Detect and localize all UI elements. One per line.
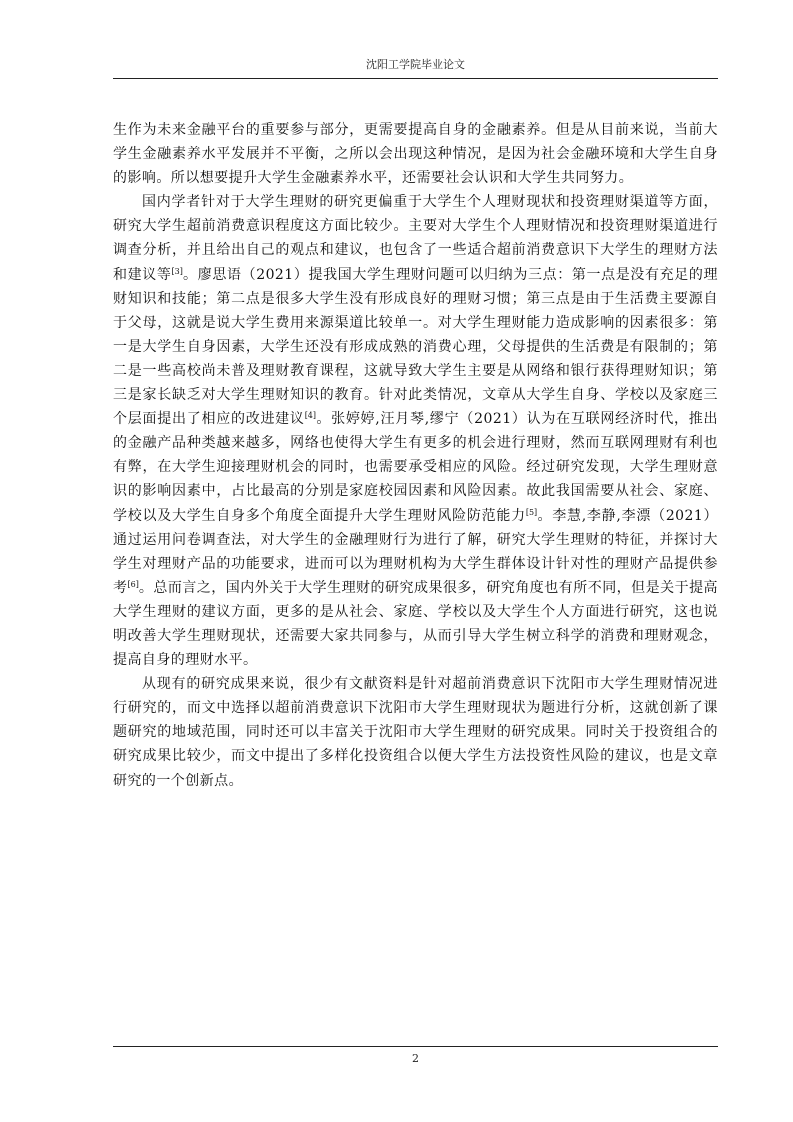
- header-divider: [113, 78, 718, 79]
- paragraph-segment: 。廖思语（2021）提我国大学生理财问题可以归纳为三点：第一点是没有充足的理财知识和技能；第二点是很多大学生没有形成良好的理财习惯；第三点是由于生活费主要源自于父母，这就是说大学生费用来源渠道比较单一。对大学生理财能力造成影响的因素很多：第一是大学生自身因素，大学生还没有形成成熟的消费心理，父母提供的生活费是有限制的；第二是一些高校尚未普及理财教育课程，这就导致大学生主要是从网络和银行获得理财知识；第三是家长缺乏对大学生理财知识的教育。针对此类情况，文章从大学生自身、学校以及家庭三个层面提出了相应的改进建议: [113, 266, 718, 428]
- paragraph-innovation: 从现有的研究成果来说，很少有文献资料是针对超前消费意识下沈阳市大学生理财情况进行研究的，而文中选择以超前消费意识下沈阳市大学生理财现状为题进行分析，这就创新了课题研究的地域范围，同时还可以丰富关于沈阳市大学生理财的研究成果。同时关于投资组合的研究成果比较少，而文中提出了多样化投资组合以便大学生方法投资性风险的建议，也是文章研究的一个创新点。: [113, 676, 718, 789]
- citation-ref: [3]: [171, 266, 183, 276]
- paragraph-segment: 。总而言之，国内外关于大学生理财的研究成果很多，研究角度也有所不同，但是关于提高大学生理财的建议方面，更多的是从社会、家庭、学校以及大学生个人方面进行研究，这也说明改善大学生理财现状，还需要大家共同参与，从而引导大学生树立科学的消费和理财观念，提高自身的理财水平。: [113, 579, 718, 669]
- citation-ref: [4]: [304, 411, 317, 421]
- citation-ref: [5]: [525, 507, 538, 517]
- running-header: 沈阳工学院毕业论文: [366, 58, 465, 71]
- body-text: [113, 118, 718, 793]
- paragraph-segment: 国内学者针对于大学生理财的研究更偏重于大学生个人理财现状和投资理财渠道等方面，研究大学生超前消费意识程度这方面比较少。主要对大学生个人理财情况和投资理财渠道进行调查分析，并且给出自己的观点和建议，也包含了一些适合超前消费意识下大学生的理财方法和建议等: [113, 194, 718, 283]
- citation-ref: [6]: [127, 579, 139, 589]
- paragraph-domestic-research: [113, 190, 718, 672]
- footer-divider: [113, 1046, 718, 1047]
- paragraph-segment: 。李慧,李静,李漂（2021）通过运用问卷调查法，对大学生的金融理财行为进行了解，研究大学生理财的特征，并探讨大学生对理财产品的功能要求，进而可以为理财机构为大学生群体设计针对性的理财产品提供参考: [113, 507, 718, 596]
- paragraph-continuation: 生作为未来金融平台的重要参与部分，更需要提高自身的金融素养。但是从目前来说，当前大学生金融素养水平发展并不平衡，之所以会出现这种情况，是因为社会金融环境和大学生自身的影响。所以想要提升大学生金融素养水平，还需要社会认识和大学生共同努力。: [113, 122, 718, 187]
- page-number: 2: [412, 1052, 419, 1065]
- paragraph-segment: 。张婷婷,汪月琴,缪宁（2021）认为在互联网经济时代，推出的金融产品种类越来越多，网络也使得大学生有更多的机会进行理财，然而互联网理财有利也有弊，在大学生迎接理财机会的同时，也需要承受相应的风险。经过研究发现，大学生理财意识的影响因素中，占比最高的分别是家庭校园因素和风险因素。故此我国需要从社会、家庭、学校以及大学生自身多个角度全面提升大学生理财风险防范能力: [113, 411, 719, 524]
